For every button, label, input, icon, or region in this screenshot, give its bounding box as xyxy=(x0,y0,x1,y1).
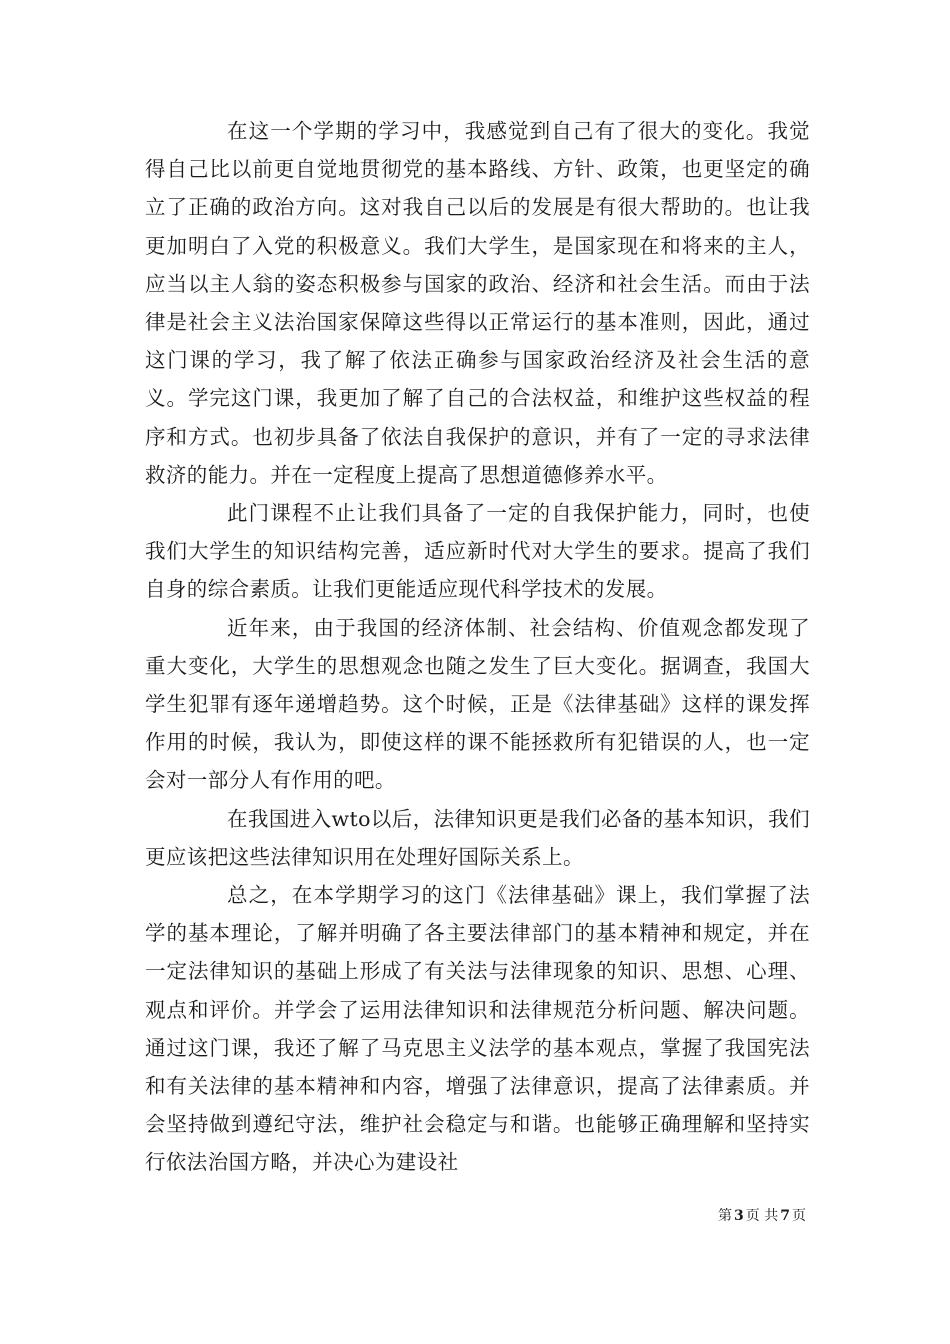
paragraph: 近年来，由于我国的经济体制、社会结构、价值观念都发现了重大变化，大学生的思想观念也随之发生了巨大变化。据调查，我国大学生犯罪有逐年递增趋势。这个时候，正是《法律基础》这样的课发挥作用的时候，我认为，即使这样的课不能拯救所有犯错误的人，也一定会对一部分人有作用的吧。 xyxy=(145,615,810,793)
body-text xyxy=(145,112,810,1182)
paragraph: 在我国进入wto以后，法律知识更是我们必备的基本知识，我们更应该把这些法律知识用在处理好国际关系上。 xyxy=(145,806,810,869)
current-page-number: 3 xyxy=(734,1208,744,1224)
paragraph: 此门课程不止让我们具备了一定的自我保护能力，同时，也使我们大学生的知识结构完善，适应新时代对大学生的要求。提高了我们自身的综合素质。让我们更能适应现代科学技术的发展。 xyxy=(145,501,810,602)
page-number-footer xyxy=(718,1205,806,1225)
total-pages-number: 7 xyxy=(780,1208,790,1224)
paragraph: 总之，在本学期学习的这门《法律基础》课上，我们掌握了法学的基本理论，了解并明确了各主要法律部门的基本精神和规定，并在一定法律知识的基础上形成了有关法与法律现象的知识、思想、心理、观点和评价。并学会了运用法律知识和法律规范分析问题、解决问题。通过这门课，我还了解了马克思主义法学的基本观点，掌握了我国宪法和有关法律的基本精神和内容，增强了法律意识，提高了法律素质。并会坚持做到遵纪守法，维护社会稳定与和谐。也能够正确理解和坚持实行依法治国方略，并决心为建设社 xyxy=(145,883,810,1175)
footer-suffix: 页 xyxy=(791,1208,806,1224)
footer-middle: 页 共 xyxy=(745,1208,779,1224)
footer-prefix: 第 xyxy=(718,1208,732,1224)
paragraph: 在这一个学期的学习中，我感觉到自己有了很大的变化。我觉得自己比以前更自觉地贯彻党的基本路线、方针、政策，也更坚定的确立了正确的政治方向。这对我自己以后的发展是有很大帮助的。也让我更加明白了入党的积极意义。我们大学生，是国家现在和将来的主人，应当以主人翁的姿态积极参与国家的政治、经济和社会生活。而由于法律是社会主义法治国家保障这些得以正常运行的基本准则，因此，通过这门课的学习，我了解了依法正确参与国家政治经济及社会生活的意义。学完这门课，我更加了解了自己的合法权益，和维护这些权益的程序和方式。也初步具备了依法自我保护的意识，并有了一定的寻求法律救济的能力。并在一定程度上提高了思想道德修养水平。 xyxy=(145,119,810,487)
